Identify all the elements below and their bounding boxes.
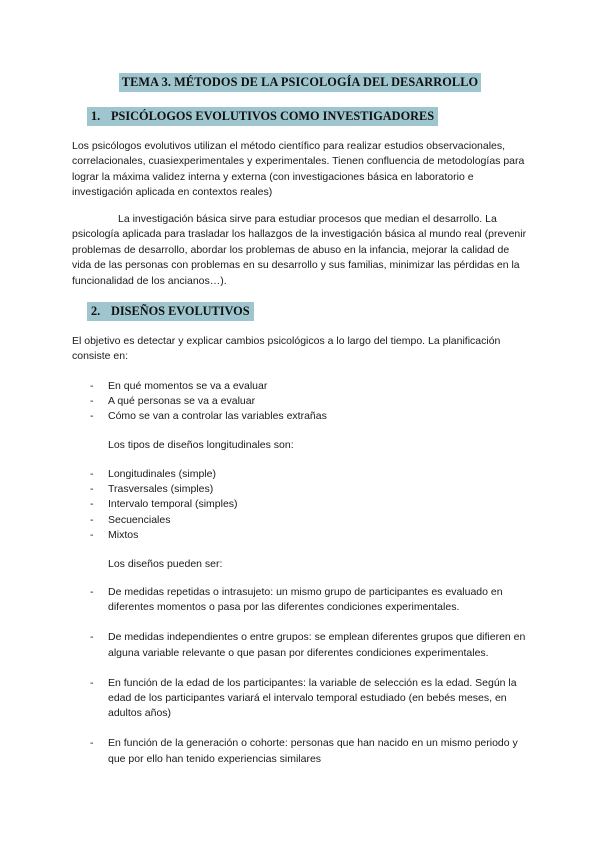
list-item-text: Intervalo temporal (simples)	[108, 498, 238, 511]
bullet-dash: -	[90, 631, 94, 644]
list-item	[90, 379, 530, 394]
planning-list	[90, 379, 530, 425]
bullet-dash: -	[90, 528, 94, 541]
bullet-dash: -	[90, 380, 94, 392]
list-item-text: En función de la generación o cohorte: personas que han nacido en un mismo periodo y que por ello han tenido experiencias similares	[108, 737, 518, 765]
list-item-text: De medidas repetidas o intrasujeto: un mismo grupo de participantes es evaluado en diferentes momentos o pasa por las diferentes condiciones experimentales.	[108, 586, 503, 614]
designs-list	[90, 585, 530, 782]
list-item	[90, 585, 530, 615]
list-item	[90, 676, 530, 722]
section-1-number: 1.	[91, 109, 101, 123]
list-item	[90, 394, 530, 409]
bullet-dash: -	[90, 468, 94, 480]
section-1-paragraph-2: La investigación básica sirve para estudiar procesos que median el desarrollo. La psicología aplicada para trasladar los hallazgos de la investigación básica al mundo real (prevenir problemas de desarrollo, abordar los problemas de abuso en la infancia, mejorar la calidad de vida de las personas con problemas en su desarrollo y sus familias, minimizar las pérdidas en la funcionalidad de los ancianos…).	[72, 213, 527, 287]
section-2-heading-text: DISEÑOS EVOLUTIVOS	[111, 304, 250, 318]
title-wrapper	[0, 73, 600, 92]
bullet-dash: -	[90, 498, 94, 511]
designs-intro: Los diseños pueden ser:	[108, 558, 223, 570]
bullet-dash: -	[90, 483, 94, 496]
list-item	[90, 497, 530, 512]
list-item-text: En qué momentos se va a evaluar	[108, 380, 268, 392]
list-item-text: Mixtos	[108, 528, 139, 541]
longitudinal-intro: Los tipos de diseños longitudinales son:	[108, 439, 294, 451]
bullet-dash: -	[90, 410, 94, 423]
list-item	[90, 630, 530, 660]
bullet-dash: -	[90, 676, 94, 689]
bullet-dash: -	[90, 513, 94, 526]
section-2-number: 2.	[91, 304, 101, 318]
section-1-heading	[87, 107, 438, 126]
list-item-text: De medidas independientes o entre grupos: se emplean diferentes grupos que difieren en alguna variable relevante o que pasan por diferentes condiciones experimentales.	[108, 631, 526, 659]
list-item	[90, 528, 530, 543]
list-item	[90, 482, 530, 497]
list-item-text: Longitudinales (simple)	[108, 468, 216, 480]
section-1-heading-text: PSICÓLOGOS EVOLUTIVOS COMO INVESTIGADORES	[111, 109, 435, 123]
section-2-heading	[87, 302, 254, 321]
section-1-paragraph-1: Los psicólogos evolutivos utilizan el método científico para realizar estudios observacionales, correlacionales, cuasiexperimentales y experimentales. Tienen confluencia de metodologías para lograr la máxima validez interna y externa (con investigaciones básica en laboratorio e investigación aplicada en contextos reales)	[72, 140, 525, 199]
list-item-text: Cómo se van a controlar las variables extrañas	[108, 410, 327, 423]
list-item-text: Secuenciales	[108, 513, 171, 526]
list-item	[90, 467, 530, 482]
bullet-dash: -	[90, 395, 94, 408]
bullet-dash: -	[90, 586, 94, 598]
bullet-dash: -	[90, 737, 94, 750]
longitudinal-list	[90, 467, 530, 543]
list-item-text: En función de la edad de los participantes: la variable de selección es la edad. Según la edad de los participantes variará el intervalo temporal estudiado (en bebés meses, en adultos años)	[108, 676, 517, 720]
list-item	[90, 513, 530, 528]
section-2-intro: El objetivo es detectar y explicar cambios psicológicos a lo largo del tiempo. La planificación consiste en:	[72, 335, 501, 363]
list-item	[90, 409, 530, 424]
list-item	[90, 736, 530, 766]
document-title: TEMA 3. MÉTODOS DE LA PSICOLOGÍA DEL DESARROLLO	[119, 73, 481, 92]
list-item-text: A qué personas se va a evaluar	[108, 395, 256, 408]
list-item-text: Trasversales (simples)	[108, 483, 214, 496]
